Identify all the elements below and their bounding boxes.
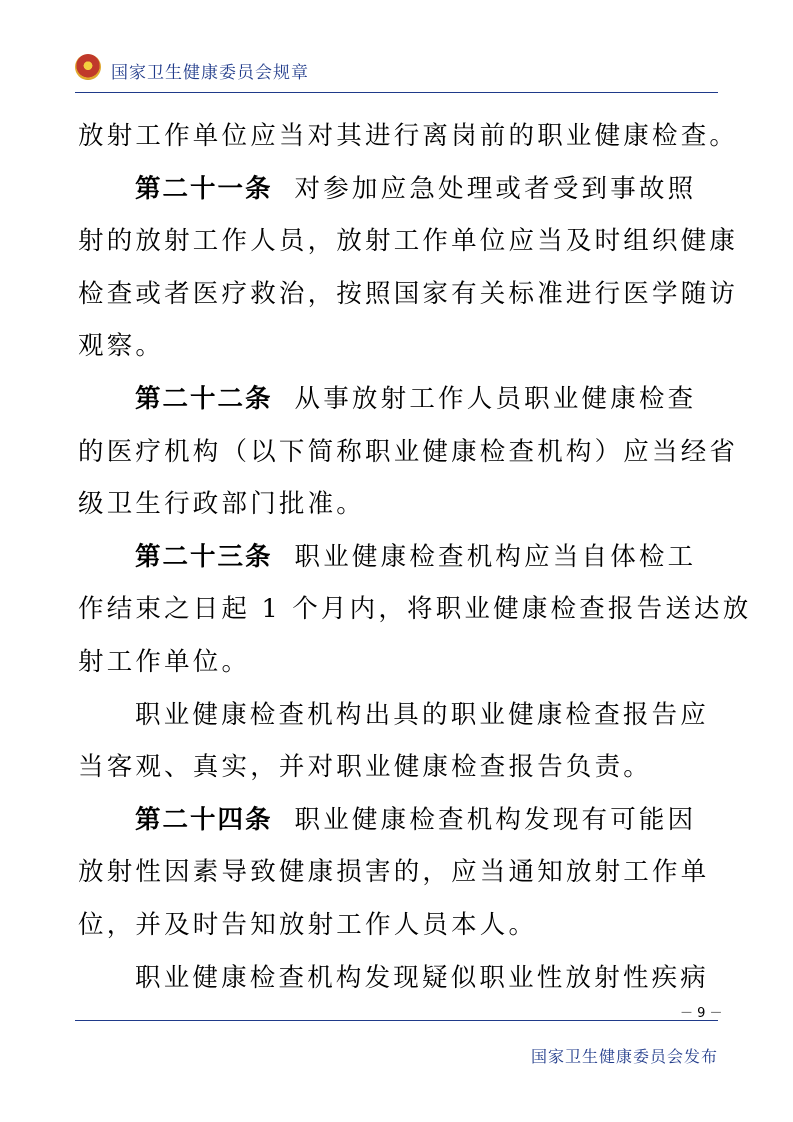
text-line: 职业健康检查机构应当自体检工 <box>294 541 697 572</box>
footer-divider <box>75 1020 718 1021</box>
article-first-line <box>78 373 728 426</box>
text-line: 职业健康检查机构发现疑似职业性放射性疾病 <box>135 962 710 993</box>
text-line: 级卫生行政部门批准。 <box>78 489 366 520</box>
article-number: 第二十三条 <box>135 541 273 572</box>
text-line: 观察。 <box>78 331 165 362</box>
document-body <box>78 110 752 1004</box>
text-line: 检查或者医疗救治，按照国家有关标准进行医学随访 <box>78 278 739 309</box>
text-line: 当客观、真实，并对职业健康检查报告负责。 <box>78 752 653 783</box>
header-title: 国家卫生健康委员会规章 <box>111 63 309 83</box>
text-line: 射工作单位。 <box>78 646 251 677</box>
national-emblem-icon <box>75 54 101 80</box>
article-number: 第二十一条 <box>135 173 273 204</box>
page-number: － 9 － <box>680 1006 723 1021</box>
page-header <box>75 50 718 86</box>
text-line: 对参加应急处理或者受到事故照 <box>294 173 697 204</box>
article-number: 第二十四条 <box>135 804 273 835</box>
text-line: 从事放射工作人员职业健康检查 <box>294 383 697 414</box>
text-line: 放射性因素导致健康损害的，应当通知放射工作单 <box>78 857 710 888</box>
footer-publisher: 国家卫生健康委员会发布 <box>530 1047 718 1066</box>
text-line: 位，并及时告知放射工作人员本人。 <box>78 909 538 940</box>
text-line: 的医疗机构（以下简称职业健康检查机构）应当经省 <box>78 436 739 467</box>
text-line: 作结束之日起 1 个月内，将职业健康检查报告送达放 <box>78 594 752 625</box>
article-first-line <box>78 163 728 216</box>
text-line: 放射工作单位应当对其进行离岗前的职业健康检查。 <box>78 121 739 151</box>
text-line: 职业健康检查机构出具的职业健康检查报告应 <box>135 699 710 730</box>
text-line: 射的放射工作人员，放射工作单位应当及时组织健康 <box>78 226 739 257</box>
article-first-line <box>78 794 728 847</box>
article-first-line <box>78 531 728 584</box>
text-line: 职业健康检查机构发现有可能因 <box>294 804 697 835</box>
article-number: 第二十二条 <box>135 383 273 414</box>
header-divider <box>75 92 718 93</box>
